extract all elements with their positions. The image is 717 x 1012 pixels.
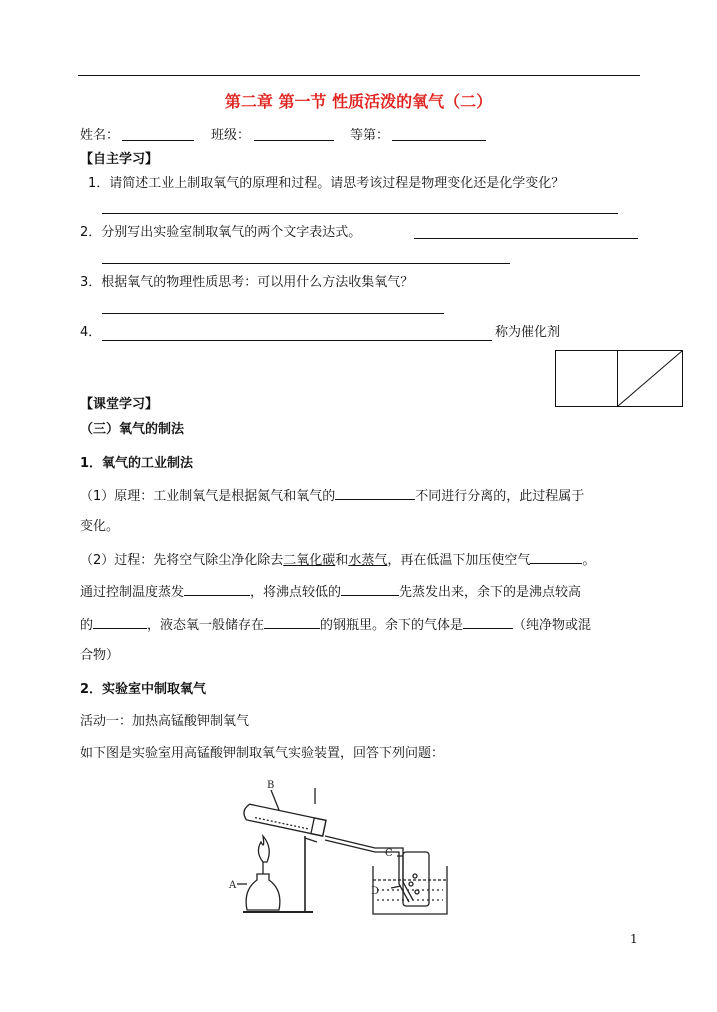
delivery-tube — [325, 836, 413, 900]
process-text-f: 的 — [80, 618, 94, 633]
answer-box — [555, 350, 683, 407]
principle-text-a: （1）原理：工业制氧气是根据氮气和氧气的 — [80, 489, 336, 504]
class-field[interactable] — [254, 140, 334, 141]
top-rule — [78, 75, 640, 76]
alcohol-lamp — [246, 874, 280, 910]
process-blank-1[interactable] — [530, 550, 582, 564]
answer-line-1[interactable] — [102, 213, 618, 214]
answer-line-2b[interactable] — [102, 263, 510, 264]
activity-one: 活动一：加热高锰酸钾制氧气 — [80, 714, 250, 729]
label-b: B — [267, 780, 275, 791]
principle-text-b: 不同进行分离的，此过程属于 — [415, 489, 585, 504]
process-text-b: ，再在低温下加压使空气 — [387, 553, 531, 568]
process-blank-3[interactable] — [341, 582, 399, 596]
label-c: C — [385, 848, 393, 859]
question-3: 3．根据氧气的物理性质思考：可以用什么方法收集氧气？ — [80, 275, 414, 290]
name-label: 姓名： — [80, 128, 120, 143]
process-text-e: 先蒸发出来，余下的是沸点较高 — [399, 585, 582, 600]
process-text-i: （纯净物或混 — [513, 618, 592, 633]
process-text-g: ，液态氧一般储存在 — [147, 618, 265, 633]
co2-text: 二氧化碳 — [283, 553, 336, 568]
process-text-a: （2）过程：先将空气除尘净化除去 — [80, 553, 284, 568]
principle-blank-1[interactable] — [335, 486, 415, 500]
process-blank-4[interactable] — [93, 615, 147, 629]
water-trough — [373, 866, 447, 914]
process-blank-6[interactable] — [463, 615, 513, 629]
process-line-2 — [80, 582, 581, 602]
page-title: 第二章 第一节 性质活泼的氧气（二） — [224, 92, 493, 111]
grade-field[interactable] — [392, 140, 486, 141]
question-4-tail: 称为催化剂 — [495, 325, 561, 340]
class-label: 班级： — [211, 128, 251, 143]
process-text-c: 通过控制温度蒸发 — [80, 585, 185, 600]
process-end: 。 — [582, 553, 596, 568]
question-1: 1．请简述工业上制取氧气的原理和过程。请思考该过程是物理变化还是化学变化？ — [88, 176, 565, 191]
label-d: D — [371, 886, 380, 897]
process-line-4: 合物） — [80, 648, 120, 663]
process-text-d: ，将沸点较低的 — [250, 585, 342, 600]
question-2: 2．分别写出实验室制取氧气的两个文字表达式。 — [80, 225, 362, 240]
class-study-heading: 【课堂学习】 — [80, 397, 159, 412]
and-text: 和 — [335, 553, 349, 568]
label-a: A — [229, 880, 237, 891]
water-vapor-text: 水蒸气 — [348, 553, 388, 568]
name-field[interactable] — [122, 140, 194, 141]
stand-clamp — [305, 838, 317, 842]
self-study-heading: 【自主学习】 — [80, 152, 159, 167]
answer-line-4[interactable] — [102, 340, 492, 341]
apparatus-figure — [225, 778, 475, 928]
industrial-method-heading: 1．氧气的工业制法 — [80, 456, 194, 471]
section-heading-oxygen-preparation: （三）氧气的制法 — [80, 422, 185, 437]
answer-line-3[interactable] — [102, 313, 444, 314]
grade-label: 等第： — [350, 128, 390, 143]
test-tube — [242, 803, 326, 836]
lab-method-heading: 2．实验室中制取氧气 — [80, 682, 207, 697]
figure-instruction: 如下图是实验室用高锰酸钾制取氧气实验装置，回答下列问题： — [80, 746, 445, 761]
process-text-h: 的钢瓶里。余下的气体是 — [320, 618, 464, 633]
process-blank-2[interactable] — [184, 582, 250, 596]
principle-line — [80, 486, 584, 506]
question-4-number: 4． — [80, 325, 102, 340]
process-blank-5[interactable] — [264, 615, 320, 629]
answer-box-diagonal — [556, 351, 682, 406]
process-line-3 — [80, 615, 591, 635]
process-line-1 — [80, 550, 595, 570]
answer-line-2a[interactable] — [414, 238, 638, 239]
flame — [258, 836, 269, 862]
principle-line-2: 变化。 — [80, 519, 120, 534]
page-number: 1 — [630, 932, 638, 946]
